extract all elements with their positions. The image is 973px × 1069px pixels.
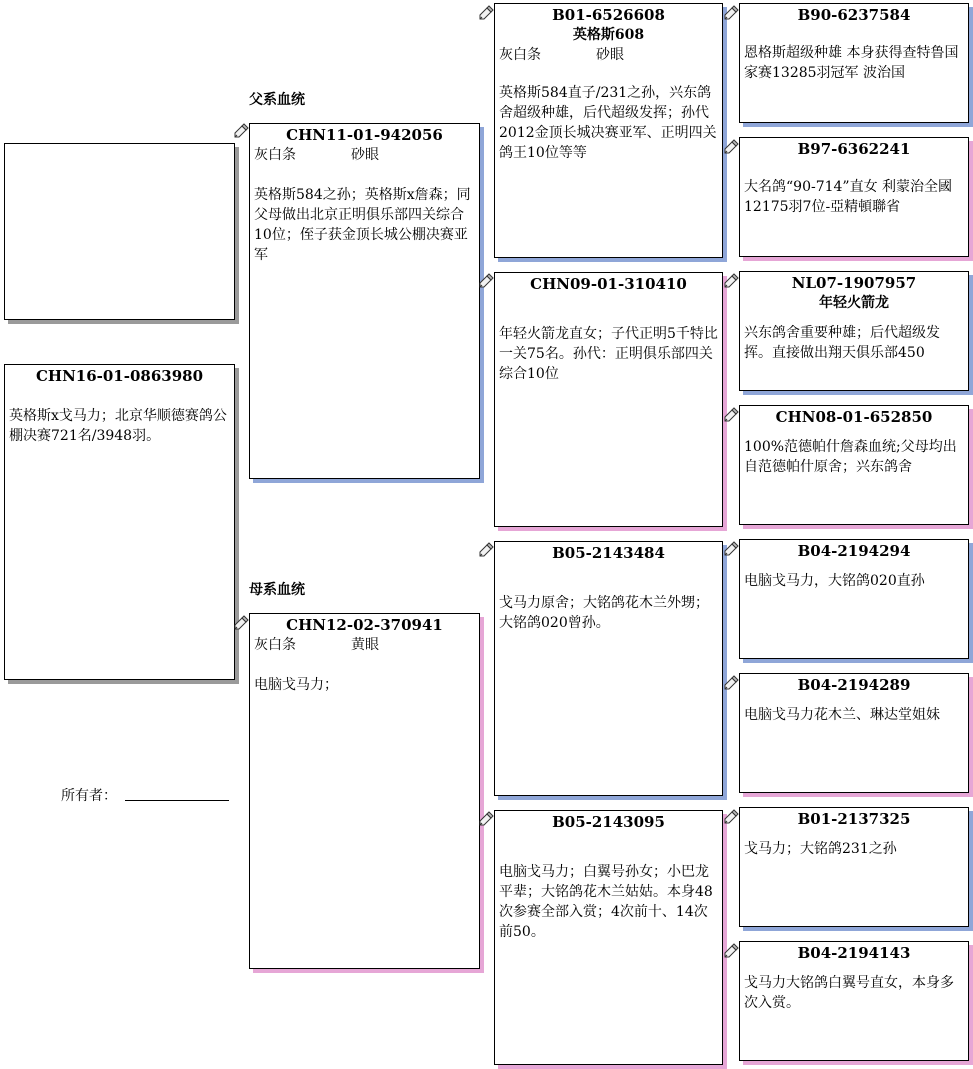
sdd-desc: 100%范德帕什詹森血统;父母均出自范德帕什原舍；兴东鸽舍 [744, 439, 957, 475]
ssd-id: B97-6362241 [797, 140, 911, 158]
owner-label: 所有者： [61, 788, 117, 804]
edit-pen-icon[interactable] [723, 4, 739, 20]
sire-attrs [254, 145, 475, 165]
ddd-desc: 戈马力大铭鸽白翼号直女，本身多次入赏。 [744, 975, 954, 1011]
ddd-id: B04-2194143 [797, 944, 911, 962]
ss-attrs [499, 45, 718, 65]
dds-card[interactable] [739, 807, 969, 927]
sds-desc: 兴东鸽舍重要种雄；后代超级发挥。直接做出翔天俱乐部450 [744, 325, 940, 361]
sire-line-label: 父系血统 [249, 92, 305, 108]
photo-placeholder [4, 143, 235, 320]
dam-eye: 黄眼 [351, 637, 379, 653]
edit-pen-icon[interactable] [723, 808, 739, 824]
dss-desc: 电脑戈马力，大铭鸽020直孙 [744, 573, 925, 589]
dam-line-label: 母系血统 [249, 582, 305, 598]
edit-pen-icon[interactable] [478, 272, 494, 288]
dsd-card[interactable] [739, 673, 969, 793]
ss-name: 英格斯608 [572, 27, 645, 43]
ss-desc: 英格斯584直子/231之孙，兴东鸽舍超级种雄，后代超级发挥；孙代2012金顶长城决赛亚军、正明四关鸽王10位等等 [499, 85, 717, 161]
sss-desc: 恩格斯超级种雄 本身获得查特鲁国家赛13285羽冠军 波治国 [744, 45, 959, 81]
dam-color: 灰白条 [254, 637, 296, 653]
sire-color: 灰白条 [254, 147, 296, 163]
edit-pen-icon[interactable] [723, 674, 739, 690]
sdd-card[interactable] [739, 405, 969, 525]
subject-desc: 英格斯x戈马力；北京华顺德赛鸽公棚决赛721名/3948羽。 [9, 408, 227, 444]
edit-pen-icon[interactable] [478, 4, 494, 20]
ds-id: B05-2143484 [552, 544, 665, 562]
dam-card[interactable] [249, 613, 480, 969]
dd-desc: 电脑戈马力；白翼号孙女；小巴龙平辈；大铭鸽花木兰姑姑。本身48次参赛全部入赏；4次前十、14次前50。 [499, 864, 713, 940]
ssd-desc: 大名鸽“90-714”直女 利蒙治全國12175羽7位-亞精頓聯省 [744, 179, 953, 215]
sd-desc: 年轻火箭龙直女；子代正明5千特比一关75名。孙代：正明俱乐部四关综合10位 [499, 326, 718, 382]
dss-card[interactable] [739, 539, 969, 659]
sire-card[interactable] [249, 123, 480, 479]
edit-pen-icon[interactable] [723, 272, 739, 288]
dds-desc: 戈马力；大铭鸽231之孙 [744, 841, 897, 857]
sss-id: B90-6237584 [797, 6, 911, 24]
ss-color: 灰白条 [499, 47, 541, 63]
edit-pen-icon[interactable] [723, 138, 739, 154]
ds-desc: 戈马力原舍；大铭鸽花木兰外甥；大铭鸽020曾孙。 [499, 595, 709, 631]
edit-pen-icon[interactable] [723, 942, 739, 958]
dam-dam-card[interactable] [494, 810, 723, 1065]
dds-id: B01-2137325 [797, 810, 911, 828]
subject-id: CHN16-01-0863980 [35, 367, 204, 385]
dsd-desc: 电脑戈马力花木兰、琳达堂姐妹 [744, 707, 940, 723]
ssd-card[interactable] [739, 137, 969, 257]
subject-card [4, 364, 235, 680]
ss-id: B01-6526608 [552, 6, 665, 24]
ss-eye: 砂眼 [596, 47, 624, 63]
sire-id: CHN11-01-942056 [286, 126, 443, 144]
ddd-card[interactable] [739, 941, 969, 1061]
edit-pen-icon[interactable] [478, 541, 494, 557]
sire-sire-card[interactable] [494, 3, 723, 258]
dam-attrs [254, 635, 475, 655]
sire-eye: 砂眼 [351, 147, 379, 163]
dss-id: B04-2194294 [797, 542, 911, 560]
edit-pen-icon[interactable] [233, 122, 249, 138]
sds-id: NL07-1907957 [791, 274, 917, 292]
edit-pen-icon[interactable] [723, 406, 739, 422]
sd-id: CHN09-01-310410 [530, 275, 687, 293]
sds-name: 年轻火箭龙 [819, 295, 889, 311]
sds-card[interactable] [739, 271, 969, 391]
owner-field[interactable] [125, 800, 229, 801]
dam-sire-card[interactable] [494, 541, 723, 796]
dd-id: B05-2143095 [552, 813, 665, 831]
dam-id: CHN12-02-370941 [286, 616, 443, 634]
edit-pen-icon[interactable] [478, 810, 494, 826]
edit-pen-icon[interactable] [233, 614, 249, 630]
dsd-id: B04-2194289 [797, 676, 911, 694]
dam-desc: 电脑戈马力； [254, 677, 338, 693]
edit-pen-icon[interactable] [723, 540, 739, 556]
sire-desc: 英格斯584之孙；英格斯x詹森；同父母做出北京正明俱乐部四关综合10位；侄子获金顶长城公棚决赛亚军 [254, 187, 471, 263]
sire-dam-card[interactable] [494, 272, 723, 527]
sdd-id: CHN08-01-652850 [775, 408, 933, 426]
sss-card[interactable] [739, 3, 969, 123]
